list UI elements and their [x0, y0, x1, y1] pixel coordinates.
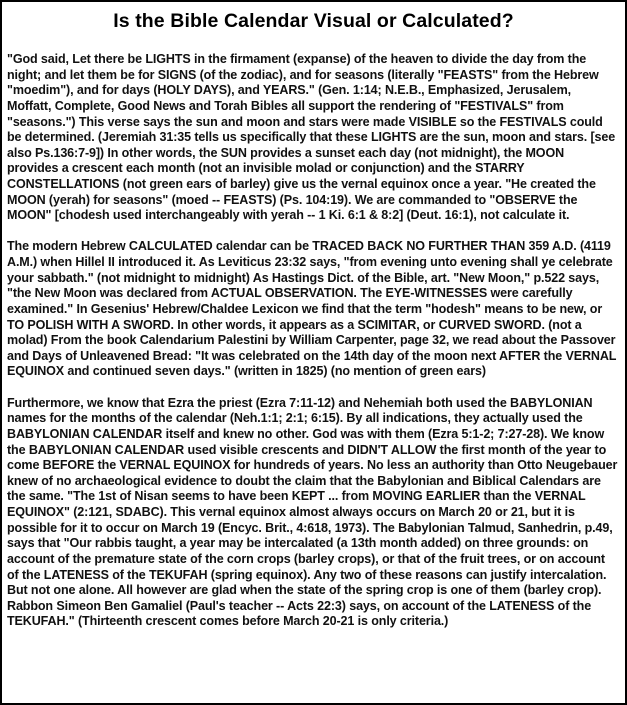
paragraph-calculated-calendar: The modern Hebrew CALCULATED calendar can be TRACED BACK NO FURTHER THAN 359 A.D. (4119 A.M.) when Hillel II introduced it. As Leviticus 23:32 says, "from evening unto evening shall ye celebrate your sabbath." (not midnight to midnight) As Hastings Dict. of the Bible, art. "New Moon," p.522 says, "the New Moon was declared from ACTUAL OBSERVATION. The EYE-WITNESSES were carefully examined." In Gesenius' Hebrew/Chaldee Lexicon we find that the term "hodesh" means to be new, or TO POLISH WITH A SWORD. In other words, it appears as a SCIMITAR, or CURVED SWORD. (not a molad) From the book Calendarium Palestini by William Carpenter, page 32, we read about the Passover and Days of Unleavened Bread: "It was celebrated on the 14th day of the moon next AFTER the VERNAL EQUINOX and continued seven days." (written in 1825) (no mention of green ears) — [7, 239, 617, 379]
paragraph-babylonian-calendar: Furthermore, we know that Ezra the priest (Ezra 7:11-12) and Nehemiah both used the BABYLONIAN names for the months of the calendar (Neh.1:1; 2:1; 6:15). By all indications, they actually used the BABYLONIAN CALENDAR itself and knew no other. God was with them (Ezra 5:1-2; 7:27-28). We know the BABYLONIAN CALENDAR used visible crescents and DIDN'T ALLOW the first month of the year to come BEFORE the VERNAL EQUINOX for hundreds of years. No less an authority than Otto Neugebauer knew of no archaeological evidence to doubt the claim that the Babylonian and Biblical Calendars are the same. "The 1st of Nisan seems to have been KEPT ... from MOVING EARLIER than the VERNAL EQUINOX" (2:121, SDABC). This vernal equinox almost always occurs on March 20 or 21, but it is possible for it to occur on March 19 (Encyc. Brit., 4:618, 1973). The Babylonian Talmud, Sanhedrin, p.49, says that "Our rabbis taught, a year may be intercalated (a 13th month added) on three grounds: on account of the premature state of the corn crops (barley crops), or that of the fruit trees, or on account of the LATENESS of the TEKUFAH (spring equinox). Any two of these reasons can justify intercalation. But not one alone. All however are glad when the state of the spring crop is one of them (barley crop). Rabbon Simeon Ben Gamaliel (Paul's teacher -- Acts 22:3) says, on account of the LATENESS of the TEKUFAH." (Thirteenth crescent comes before March 20-21 is only criteria.) — [7, 395, 618, 629]
document-title: Is the Bible Calendar Visual or Calculated? — [113, 10, 514, 32]
document-body — [7, 52, 618, 646]
paragraph-genesis-lights: "God said, Let there be LIGHTS in the firmament (expanse) of the heaven to divide the day from the night; and let them be for SIGNS (of the zodiac), and for seasons (literally "FEASTS" from the Hebrew "moedim"), and for days (HOLY DAYS), and YEARS." (Gen. 1:14; N.E.B., Emphasized, Jerusalem, Moffatt, Complete, Good News and Torah Bibles all support the rendering of "FESTIVALS" from "seasons.") This verse says the sun and moon and stars were made VISIBLE so the FESTIVALS could be determined. (Jeremiah 31:35 tells us specifically that these LIGHTS are the sun, moon and stars. [see also Ps.136:7-9]) In other words, the SUN provides a sunset each day (not midnight), the MOON provides a crescent each month (not an invisible molad or conjunction) and the STARRY CONSTELLATIONS (not green ears of barley) give us the vernal equinox once a year. "He created the MOON (yerah) for seasons" (moed -- FEASTS) (Ps. 104:19). We are commanded to "OBSERVE the MOON" [chodesh used interchangeably with yerah -- 1 Ki. 6:1 & 8:2] (Deut. 16:1), not calculate it. — [7, 52, 616, 223]
